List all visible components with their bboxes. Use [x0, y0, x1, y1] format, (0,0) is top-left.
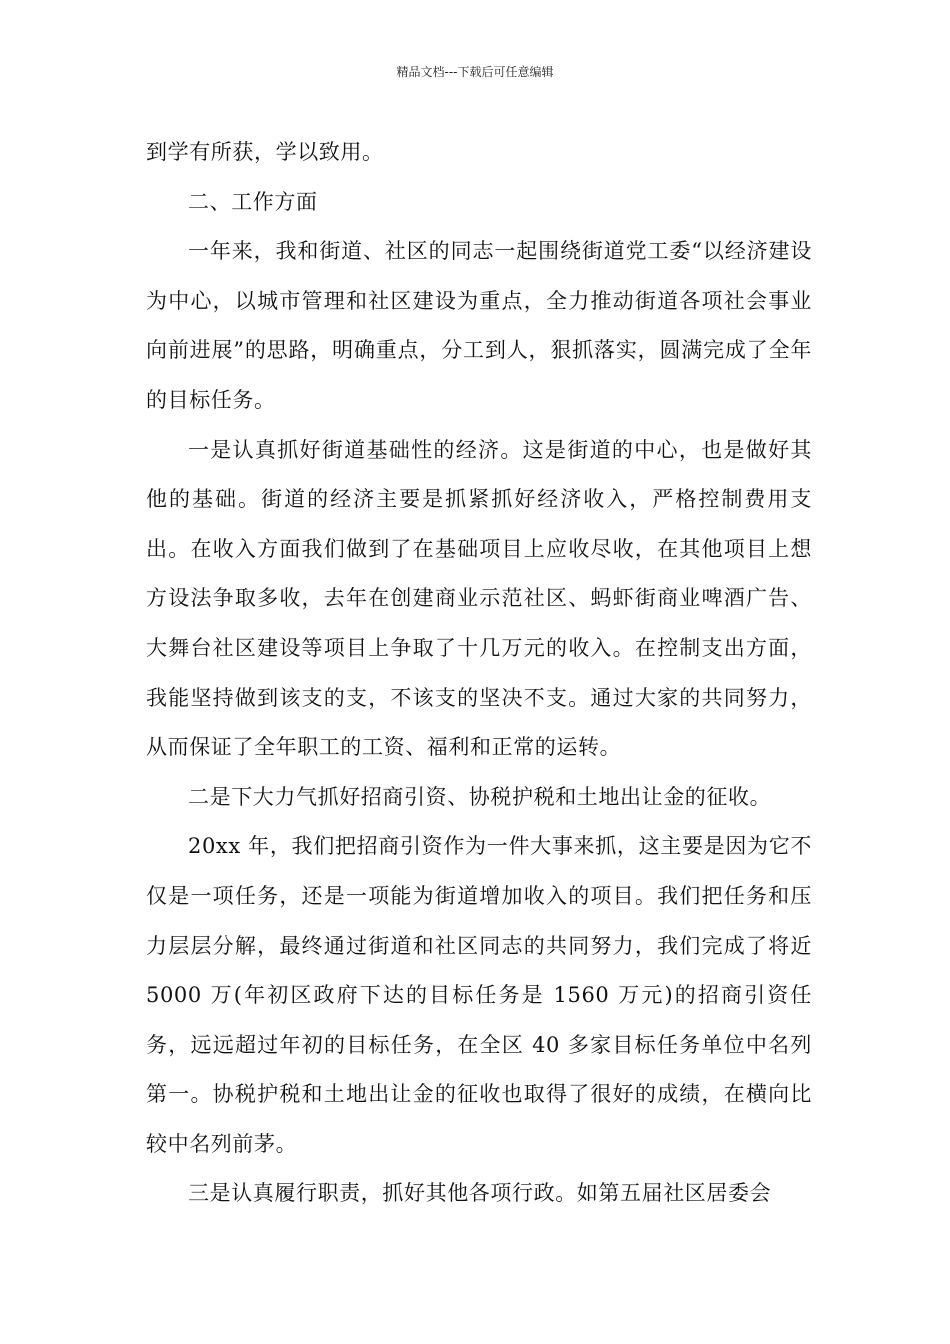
section-heading-work: 二、工作方面	[188, 189, 318, 214]
page-header: 精品文档---下载后可任意编辑	[396, 65, 554, 79]
paragraph-investment-detail: 20xx 年，我们把招商引资作为一件大事来抓，这主要是因为它不仅是一项任务，还是一项能为街道增加收入的项目。我们把任务和压力层层分解，最终通过街道和社区同志的共同努力，我们完成了将近 5000 万(年初区政府下达的目标任务是 1560 万元)的招商引资任务，远远超过年初的目标任务，在全区 40 多家目标任务单位中名列第一。协税护税和土地出让金的征收也取得了很好的成绩，在横向比较中名列前茅。	[146, 834, 812, 1156]
paragraph-investment-heading: 二是下大力气抓好招商引资、协税护税和土地出让金的征收。	[188, 784, 772, 809]
paragraph-duties: 三是认真履行职责，抓好其他各项行政。如第五届社区居委会	[188, 1181, 772, 1206]
paragraph-overview: 一年来，我和街道、社区的同志一起围绕街道党工委“以经济建设为中心，以城市管理和社区建设为重点，全力推动街道各项社会事业向前进展”的思路，明确重点，分工到人，狠抓落实，圆满完成了全年的目标任务。	[146, 239, 812, 412]
document-body	[146, 128, 812, 1219]
paragraph-continuation: 到学有所获，学以致用。	[146, 140, 384, 164]
paragraph-economy: 一是认真抓好街道基础性的经济。这是街道的中心，也是做好其他的基础。街道的经济主要是抓紧抓好经济收入，严格控制费用支出。在收入方面我们做到了在基础项目上应收尽收，在其他项目上想方设法争取多收，去年在创建商业示范社区、蚂虾街商业啤酒广告、大舞台社区建设等项目上争取了十几万元的收入。在控制支出方面，我能坚持做到该支的支，不该支的坚决不支。通过大家的共同努力，从而保证了全年职工的工资、福利和正常的运转。	[146, 437, 812, 760]
